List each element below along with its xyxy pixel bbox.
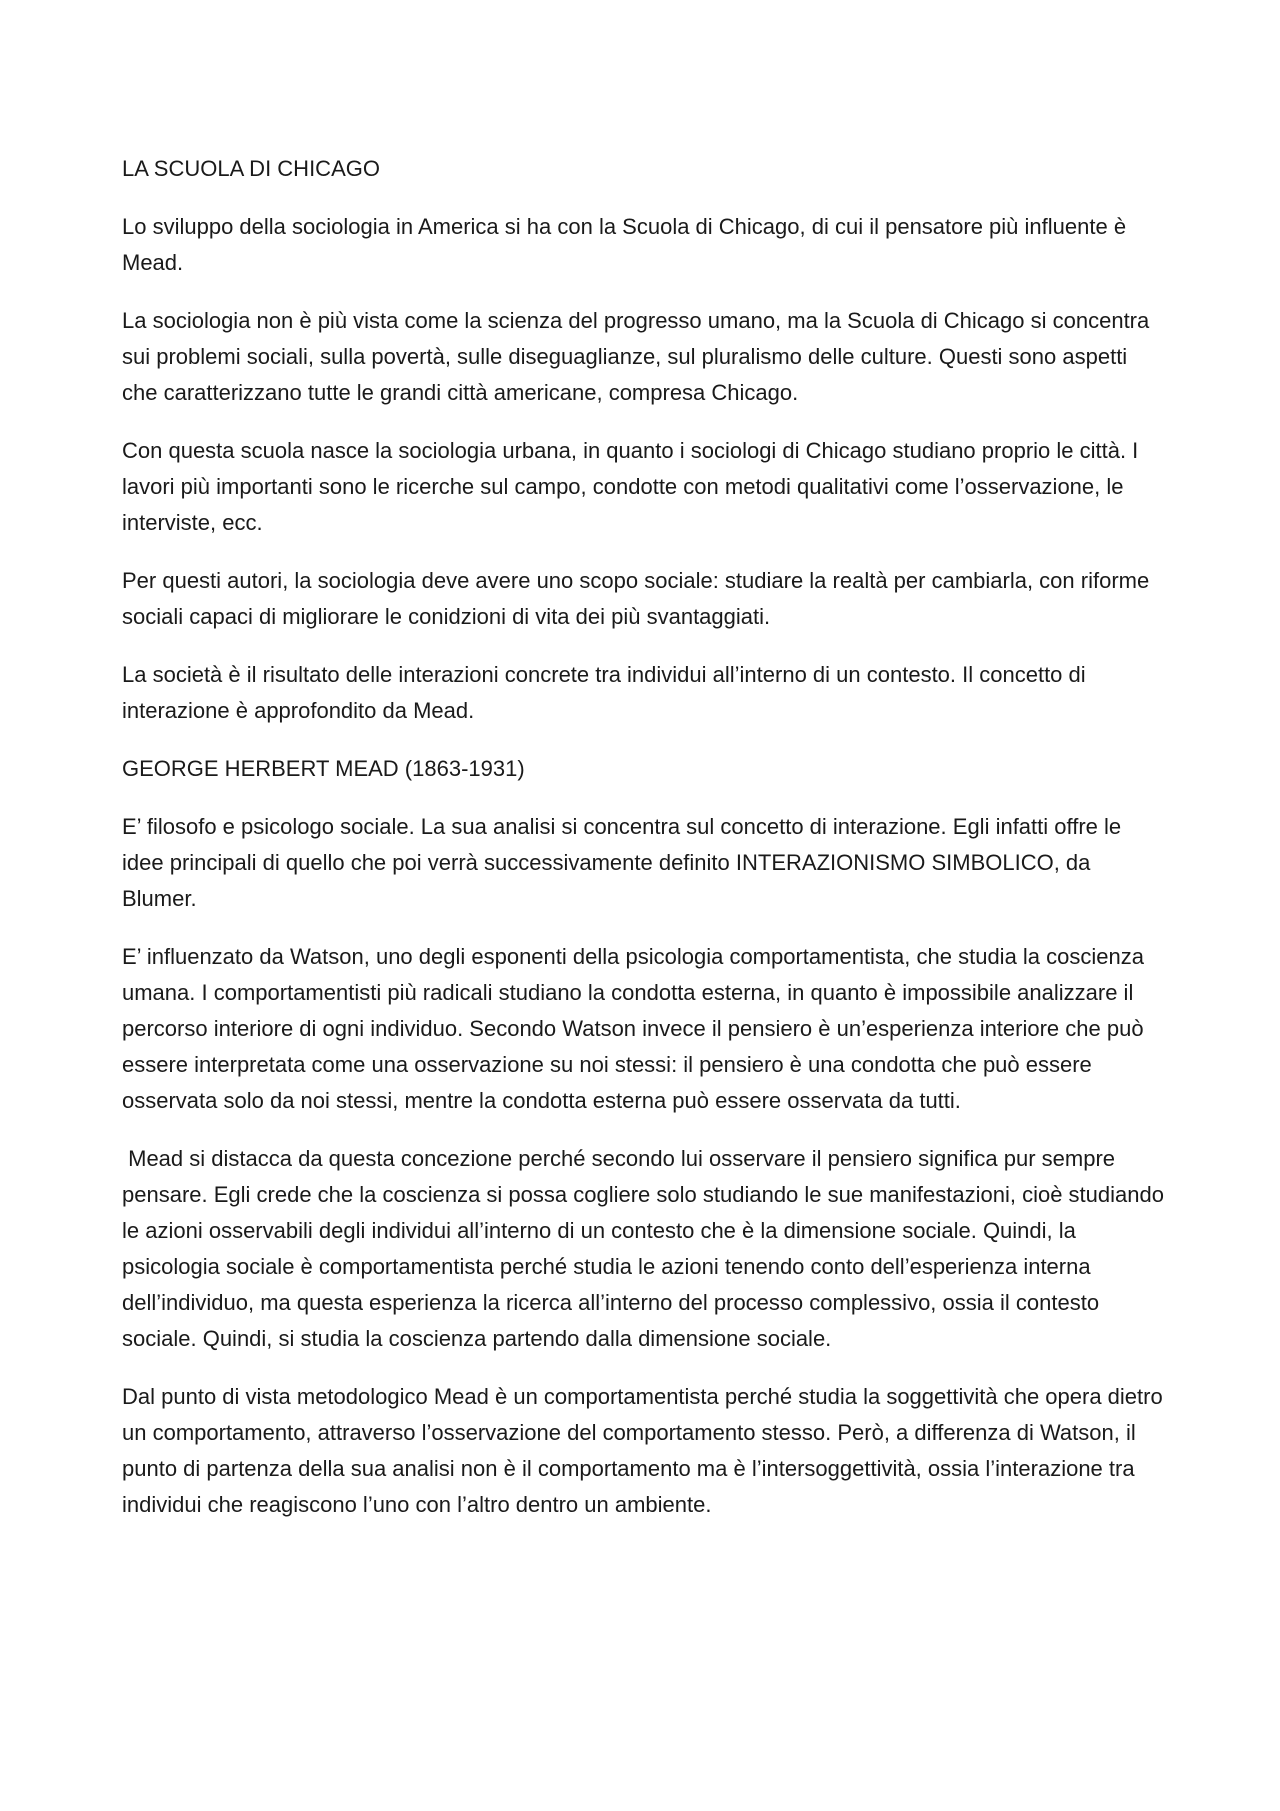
paragraph: Mead si distacca da questa concezione perché secondo lui osservare il pensiero significa pur sempre pensare. Egli crede che la coscienza si possa cogliere solo studiando le sue manifestazioni, cioè studiando le azioni osservabili degli individui all’interno di un contesto che è la dimensione sociale. Quindi, la psicologia sociale è comportamentista perché studia le azioni tenendo conto dell’esperienza interna dell’individuo, ma questa esperienza la ricerca all’interno del processo complessivo, ossia il contesto sociale. Quindi, si studia la coscienza partendo dalla dimensione sociale. <box>122 1146 1171 1351</box>
document-title: LA SCUOLA DI CHICAGO <box>122 156 380 181</box>
section-heading: GEORGE HERBERT MEAD (1863-1931) <box>122 756 525 781</box>
paragraph: La società è il risultato delle interazioni concrete tra individui all’interno di un contesto. Il concetto di interazione è approfondito da Mead. <box>122 662 1086 723</box>
paragraph: Dal punto di vista metodologico Mead è un comportamentista perché studia la soggettività che opera dietro un comportamento, attraverso l’osservazione del comportamento stesso. Però, a differenza di Watson, il punto di partenza della sua analisi non è il comportamento ma è l’intersoggettività, ossia l’interazione tra individui che reagiscono l’uno con l’altro dentro un ambiente. <box>122 1384 1163 1517</box>
paragraph: Per questi autori, la sociologia deve avere uno scopo sociale: studiare la realtà per cambiarla, con riforme sociali capaci di migliorare le conidzioni di vita dei più svantaggiati. <box>122 568 1150 629</box>
paragraph: Lo sviluppo della sociologia in America si ha con la Scuola di Chicago, di cui il pensatore più influente è Mead. <box>122 214 1127 275</box>
paragraph: E’ influenzato da Watson, uno degli esponenti della psicologia comportamentista, che studia la coscienza umana. I comportamentisti più radicali studiano la condotta esterna, in quanto è impossibile analizzare il percorso interiore di ogni individuo. Secondo Watson invece il pensiero è un’esperienza interiore che può essere interpretata come una osservazione su noi stessi: il pensiero è una condotta che può essere osservata solo da noi stessi, mentre la condotta esterna può essere osservata da tutti. <box>122 944 1144 1113</box>
paragraph: Con questa scuola nasce la sociologia urbana, in quanto i sociologi di Chicago studiano proprio le città. I lavori più importanti sono le ricerche sul campo, condotte con metodi qualitativi come l’osservazione, le interviste, ecc. <box>122 438 1139 535</box>
document-body <box>122 151 1171 1545</box>
paragraph: La sociologia non è più vista come la scienza del progresso umano, ma la Scuola di Chicago si concentra sui problemi sociali, sulla povertà, sulle diseguaglianze, sul pluralismo delle culture. Questi sono aspetti che caratterizzano tutte le grandi città americane, compresa Chicago. <box>122 308 1150 405</box>
paragraph: E’ filosofo e psicologo sociale. La sua analisi si concentra sul concetto di interazione. Egli infatti offre le idee principali di quello che poi verrà successivamente definito INTERAZIONISMO SIMBOLICO, da Blumer. <box>122 814 1122 911</box>
